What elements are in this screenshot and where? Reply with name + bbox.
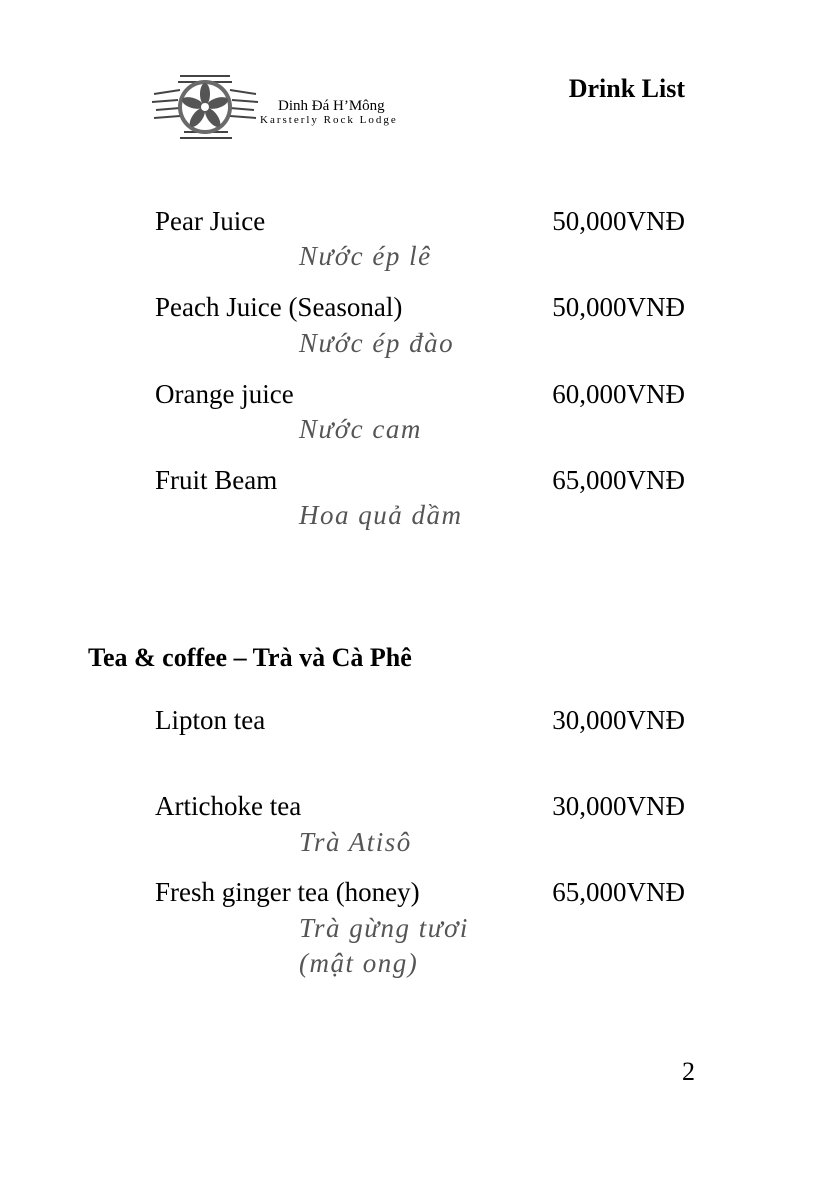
menu-item-name: Fruit Beam — [155, 465, 278, 495]
menu-item-price: 60,000VNĐ — [552, 379, 685, 409]
brand-subtitle: Karsterly Rock Lodge — [260, 114, 398, 126]
brand-name: Dinh Đá H’Mông — [278, 98, 385, 114]
menu-item-vietnamese: Nước cam — [299, 414, 422, 444]
lodge-logo — [150, 66, 420, 146]
section-heading: Tea & coffee – Trà và Cà Phê — [88, 643, 412, 672]
menu-item-vietnamese: (mật ong) — [299, 948, 419, 978]
menu-item-vietnamese: Trà Atisô — [299, 827, 412, 857]
menu-item-name: Lipton tea — [155, 705, 266, 735]
menu-item-name: Artichoke tea — [155, 791, 302, 821]
flower-emblem-icon — [150, 66, 260, 146]
menu-item-name: Peach Juice (Seasonal) — [155, 292, 403, 322]
menu-item-name: Orange juice — [155, 379, 294, 409]
menu-item-price: 65,000VNĐ — [552, 877, 685, 907]
menu-item-price: 50,000VNĐ — [552, 206, 685, 236]
menu-item-vietnamese: Nước ép lê — [299, 241, 432, 271]
menu-item-name: Fresh ginger tea (honey) — [155, 877, 420, 907]
menu-item-price: 65,000VNĐ — [552, 465, 685, 495]
menu-item-price: 30,000VNĐ — [552, 705, 685, 735]
page-title: Drink List — [568, 74, 685, 103]
menu-item-name: Pear Juice — [155, 206, 266, 236]
menu-item-vietnamese: Hoa quả dầm — [299, 500, 463, 530]
menu-item-price: 50,000VNĐ — [552, 292, 685, 322]
menu-item-price: 30,000VNĐ — [552, 791, 685, 821]
page-number: 2 — [682, 1057, 695, 1086]
menu-item-vietnamese: Nước ép đào — [299, 328, 455, 358]
menu-item-vietnamese: Trà gừng tươi — [299, 913, 469, 943]
